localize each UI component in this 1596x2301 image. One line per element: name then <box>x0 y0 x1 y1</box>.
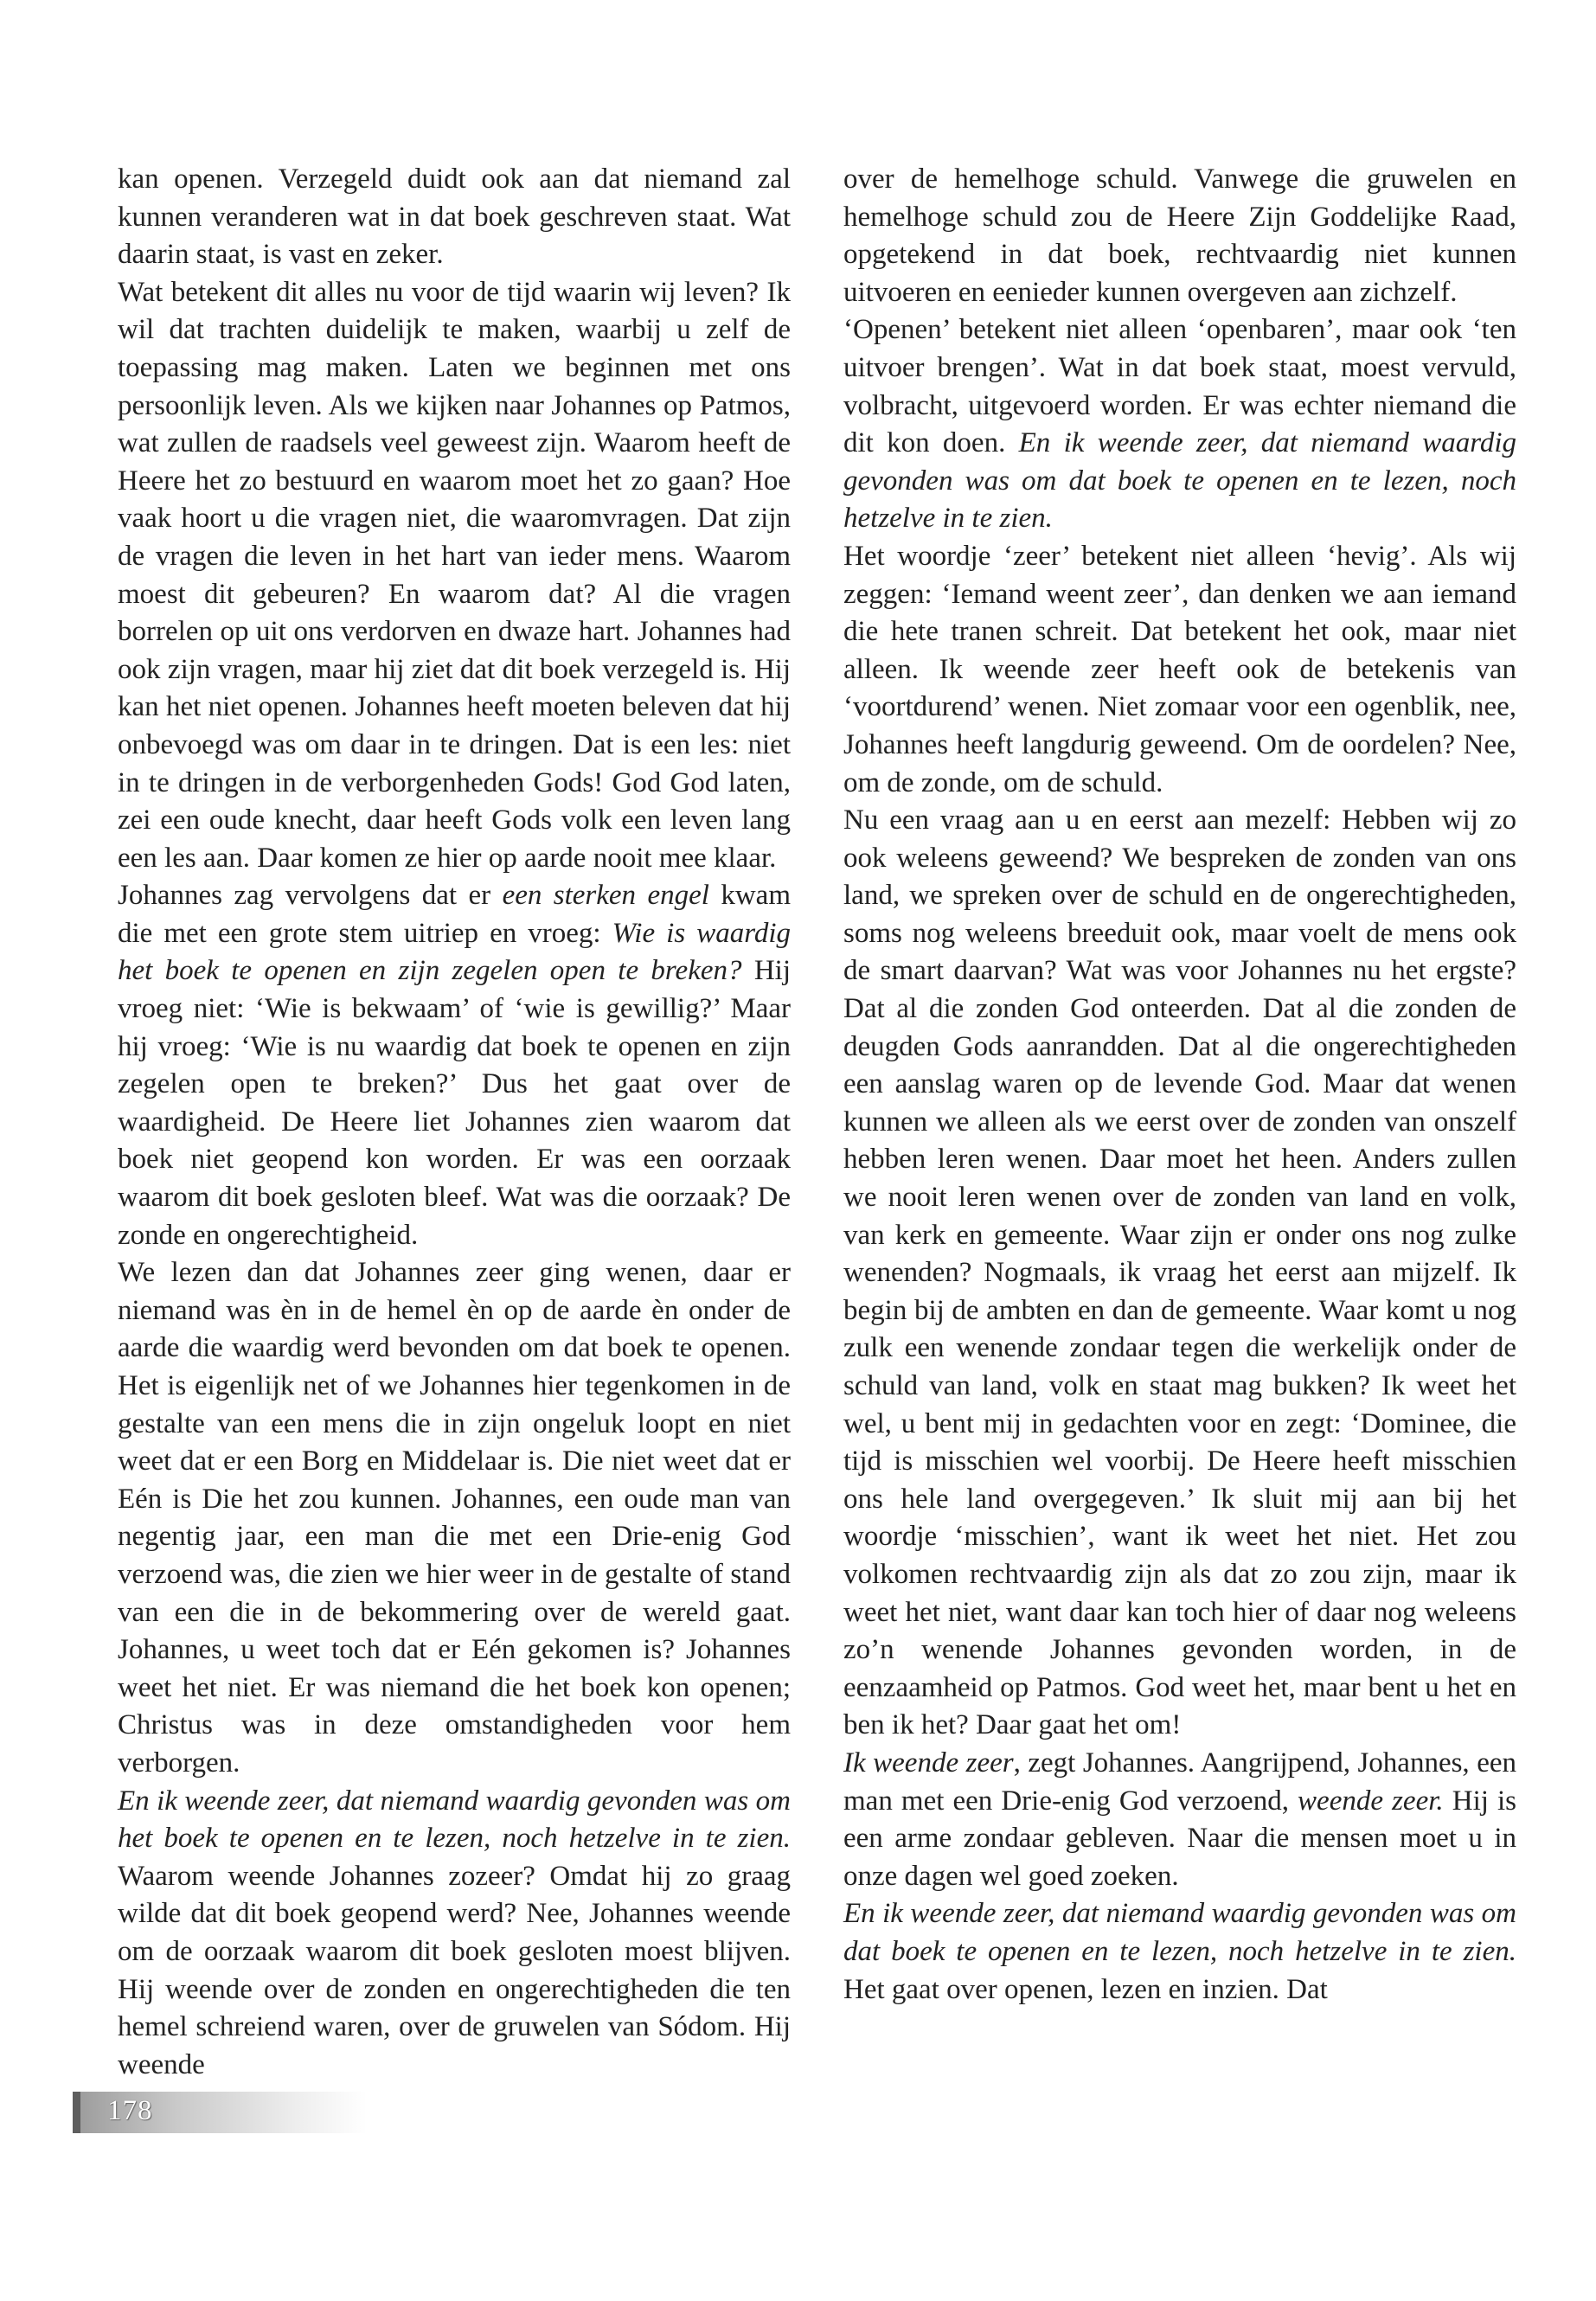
page-number-bar-edge <box>73 2092 80 2133</box>
paragraph <box>843 1895 1516 2009</box>
paragraph <box>118 161 791 274</box>
italic-quote: Wie is waardig het boek te openen en zijn zegelen open te breken? <box>118 917 791 987</box>
paragraph <box>118 1783 791 2085</box>
italic-quote: En ik weende zeer, dat niemand waardig gevonden was om dat boek te openen en te lezen, noch hetzelve in te zien. <box>843 427 1517 535</box>
paragraph <box>118 274 791 878</box>
text-run: , zegt Johannes. Aangrijpend, Johannes, een man met een Drie-enig God verzoend, <box>843 1747 1516 1817</box>
text-run: Nu een vraag aan u en eerst aan mezelf: Hebben wij zo ook weleens geweend? We bespreken de zonden van ons land, we spreken over de schuld en de ongerechtigheden, soms nog weleens breeduit ook, maar voelt de mens ook de smart daarvan? Wat was voor Johannes nu het ergste? Dat al die zonden God onteerden. Dat al die zonden de deugden Gods aanrandden. Dat al die ongerechtigheden een aanslag waren op de levende God. Maar dat wenen kunnen we alleen als we eerst over de zonden van onszelf hebben leren wenen. Daar moet het heen. Anders zullen we nooit leren wenen over de zonden van land en volk, van kerk en gemeente. Waar zijn er onder ons nog zulke wenenden? Nogmaals, ik vraag het eerst aan mijzelf. Ik begin bij de ambten en dan de gemeente. Waar komt u nog zulk een wenende zondaar tegen die werkelijk onder de schuld van land, volk en staat mag bukken? Ik weet het wel, u bent mij in gedachten voor en zegt: ‘Dominee, die tijd is misschien wel voorbij. De Heere heeft misschien ons hele land overgegeven.’ Ik sluit mij aan bij het woordje ‘misschien’, want ik weet het niet. Het zou volkomen rechtvaardig zijn als dat zo zou zijn, maar ik weet het niet, want daar kan toch hier of daar nog weleens zo’n wenende Johannes gevonden worden, in de eenzaamheid op Patmos. God weet het, maar bent u het en ben ik het? Daar gaat het om! <box>843 804 1516 1741</box>
text-run: Het woordje ‘zeer’ betekent niet alleen ‘hevig’. Als wij zeggen: ‘Iemand weent zeer’, dan denken we aan iemand die hete tranen schreit. Dat betekent het ook, maar niet alleen. Ik weende zeer heeft ook de betekenis van ‘voortdurend’ wenen. Niet zomaar voor een ogenblik, nee, Johannes heeft langdurig geweend. Om de oordelen? Nee, om de zonde, om de schuld. <box>843 540 1516 798</box>
paragraph <box>843 1745 1516 1895</box>
text-run: Waarom weende Johannes zozeer? Omdat hij zo graag wilde dat dit boek geopend werd? Nee, Johannes weende om de oorzaak waarom dit boek gesloten moest blijven. Hij weende over de zonden en ongerechtigheden die ten hemel schreiend waren, over de gruwelen van Sódom. Hij weende <box>118 1860 791 2080</box>
text-run: Hij is een arme zondaar gebleven. Naar die mensen moet u in onze dagen wel goed zoeken. <box>843 1785 1516 1892</box>
paragraph <box>118 877 791 1254</box>
italic-quote: En ik weende zeer, dat niemand waardig gevonden was om dat boek te openen en te lezen, noch hetzelve in te zien. <box>843 1898 1516 1967</box>
text-run: We lezen dan dat Johannes zeer ging wenen, daar er niemand was èn in de hemel èn op de aarde èn onder de aarde die waardig werd bevonden om dat boek te openen. Het is eigenlijk net of we Johannes hier tegenkomen in de gestalte van een mens die in zijn ongeluk loopt en niet weet dat er een Borg en Middelaar is. Die niet weet dat er Eén is Die het zou kunnen. Johannes, een oude man van negentig jaar, een man die met een Drie-enig God verzoend was, die zien we hier weer in de gestalte of stand van een die in de bekommering over de wereld gaat. Johannes, u weet toch dat er Eén gekomen is? Johannes weet het niet. Er was niemand die het boek kon openen; Christus was in deze omstandigheden voor hem verborgen. <box>118 1257 791 1779</box>
paragraph <box>843 538 1516 802</box>
page-number: 178 <box>107 2095 153 2126</box>
text-run: kan openen. Verzegeld duidt ook aan dat niemand zal kunnen veranderen wat in dat boek geschreven staat. Wat daarin staat, is vast en zeker. <box>118 163 791 271</box>
paragraph <box>118 1254 791 1782</box>
italic-quote: een sterken engel <box>502 880 709 912</box>
page-number-bar <box>73 2092 367 2133</box>
text-run: over de hemelhoge schuld. Vanwege die gruwelen en hemelhoge schuld zou de Heere Zijn Goddelijke Raad, opgetekend in dat boek, rechtvaardig niet kunnen uitvoeren en eenieder kunnen overgeven aan zichzelf. <box>843 163 1516 308</box>
italic-quote: Ik weende zeer <box>843 1747 1014 1779</box>
italic-quote: weende zeer. <box>1298 1785 1444 1817</box>
italic-quote: En ik weende zeer, dat niemand waardig gevonden was om het boek te openen en te lezen, noch hetzelve in te zien. <box>118 1785 791 1855</box>
right-text-column <box>843 161 1516 2009</box>
text-run: Johannes zag vervolgens dat er <box>118 880 503 912</box>
paragraph <box>843 161 1516 311</box>
text-run: kwam die met een grote stem uitriep en vroeg: <box>118 880 791 949</box>
text-run: ‘Openen’ betekent niet alleen ‘openbaren’, maar ook ‘ten uitvoer brengen’. Wat in dat boek staat, moest vervuld, volbracht, uitgevoerd worden. Er was echter niemand die dit kon doen. <box>843 314 1516 459</box>
paragraph <box>843 311 1516 538</box>
text-run: Het gaat over openen, lezen en inzien. Dat <box>843 1973 1328 2005</box>
paragraph <box>843 802 1516 1745</box>
text-run: Hij vroeg niet: ‘Wie is bekwaam’ of ‘wie is gewillig?’ Maar hij vroeg: ‘Wie is nu waardig dat boek te openen en zijn zegelen open te breken?’ Dus het gaat over de waardigheid. De Heere liet Johannes zien waarom dat boek niet geopend kon worden. Er was een oorzaak waarom dit boek gesloten bleef. Wat was die oorzaak? De zonde en ongerechtigheid. <box>118 955 791 1251</box>
left-text-column <box>118 161 791 2084</box>
text-run: Wat betekent dit alles nu voor de tijd waarin wij leven? Ik wil dat trachten duidelijk te maken, waarbij u zelf de toepassing mag maken. Laten we beginnen met ons persoonlijk leven. Als we kijken naar Johannes op Patmos, wat zullen de raadsels veel geweest zijn. Waarom heeft de Heere het zo bestuurd en waarom moet het zo gaan? Hoe vaak hoort u die vragen niet, die waaromvragen. Dat zijn de vragen die leven in het hart van ieder mens. Waarom moest dit gebeuren? En waarom dat? Al die vragen borrelen op uit ons verdorven en dwaze hart. Johannes had ook zijn vragen, maar hij ziet dat dit boek verzegeld is. Hij kan het niet openen. Johannes heeft moeten beleven dat hij onbevoegd was om daar in te dringen. Dat is een les: niet in te dringen in de verborgenheden Gods! God God laten, zei een oude knecht, daar heeft Gods volk een leven lang een les aan. Daar komen ze hier op aarde nooit mee klaar. <box>118 276 791 874</box>
